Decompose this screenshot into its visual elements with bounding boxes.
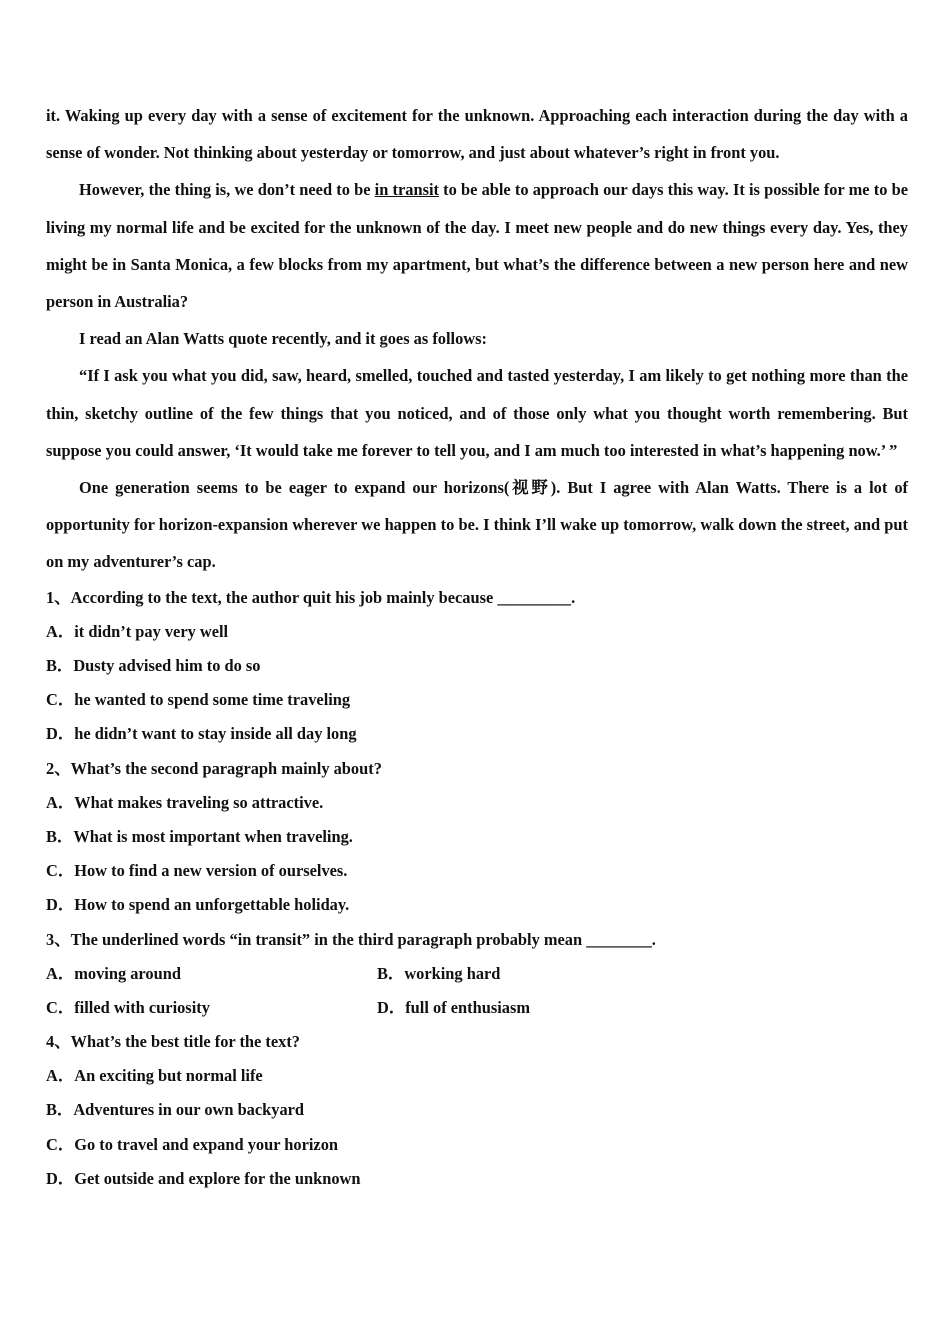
question-3-option-d: D．full of enthusiasm xyxy=(377,997,530,1017)
passage-paragraph-5: One generation seems to be eager to expand our horizons(视野). But I agree with Alan Watts. There is a lot of opportunity for horizon-expansion wherever we happen to be. I think I’ll wake up tomorrow, walk down the street, and put on my adventurer’s cap. xyxy=(46,478,908,572)
question-3-stem: 3、The underlined words “in transit” in the third paragraph probably mean ________. xyxy=(46,929,656,949)
question-3-options-row-2 xyxy=(46,991,908,1025)
question-3-option-c: C．filled with curiosity xyxy=(46,997,210,1017)
question-2-stem: 2、What’s the second paragraph mainly about? xyxy=(46,758,382,778)
passage-paragraph-1: it. Waking up every day with a sense of excitement for the unknown. Approaching each interaction during the day with a sense of wonder. Not thinking about yesterday or tomorrow, and just about whatever’s right in front you. xyxy=(46,106,908,163)
question-2-option-a: A．What makes traveling so attractive. xyxy=(46,792,324,812)
question-3-option-a: A．moving around xyxy=(46,963,181,983)
question-4-option-d: D．Get outside and explore for the unknown xyxy=(46,1168,361,1188)
question-4-option-a: A．An exciting but normal life xyxy=(46,1066,263,1086)
question-3 xyxy=(46,923,908,1026)
question-3-options-row-1 xyxy=(46,957,908,991)
question-1-option-d: D．he didn’t want to stay inside all day long xyxy=(46,724,357,744)
question-2-option-c: C．How to find a new version of ourselves. xyxy=(46,861,348,881)
question-4-stem: 4、What’s the best title for the text? xyxy=(46,1032,300,1052)
question-1-option-c: C．he wanted to spend some time traveling xyxy=(46,690,351,710)
question-1 xyxy=(46,581,908,752)
paragraph-2-text-before: However, the thing is, we don’t need to be xyxy=(79,180,375,200)
question-1-stem: 1、According to the text, the author quit his job mainly because _________. xyxy=(46,587,576,607)
question-2-option-b: B．What is most important when traveling. xyxy=(46,826,353,846)
document-page xyxy=(46,97,908,1196)
paragraph-2-text-after: to be able to approach our days this way. It is possible for me to be living my normal life and be excited for the unknown of the day. I meet new people and do new things every day. Yes, they might be in Santa Monica, a few blocks from my apartment, but what’s the difference between a new person here and new person in Australia? xyxy=(46,180,909,312)
question-4 xyxy=(46,1025,908,1196)
question-1-option-b: B．Dusty advised him to do so xyxy=(46,656,261,676)
passage-paragraph-3: I read an Alan Watts quote recently, and it goes as follows: xyxy=(79,329,487,349)
passage-paragraph-4: “If I ask you what you did, saw, heard, smelled, touched and tasted yesterday, I am likely to get nothing more than the thin, sketchy outline of the few things that you noticed, and of those only what you thought worth remembering. But suppose you could answer, ‘It would take me forever to tell you, and I am much too interested in what’s happening now.’ ” xyxy=(46,366,908,460)
question-1-option-a: A．it didn’t pay very well xyxy=(46,621,229,641)
question-2-option-d: D．How to spend an unforgettable holiday. xyxy=(46,895,350,915)
passage-paragraph-2 xyxy=(46,171,908,320)
question-4-option-c: C．Go to travel and expand your horizon xyxy=(46,1134,339,1154)
underlined-phrase: in transit xyxy=(374,180,439,200)
question-3-option-b: B．working hard xyxy=(377,963,501,983)
question-4-option-b: B．Adventures in our own backyard xyxy=(46,1100,305,1120)
question-2 xyxy=(46,752,908,923)
